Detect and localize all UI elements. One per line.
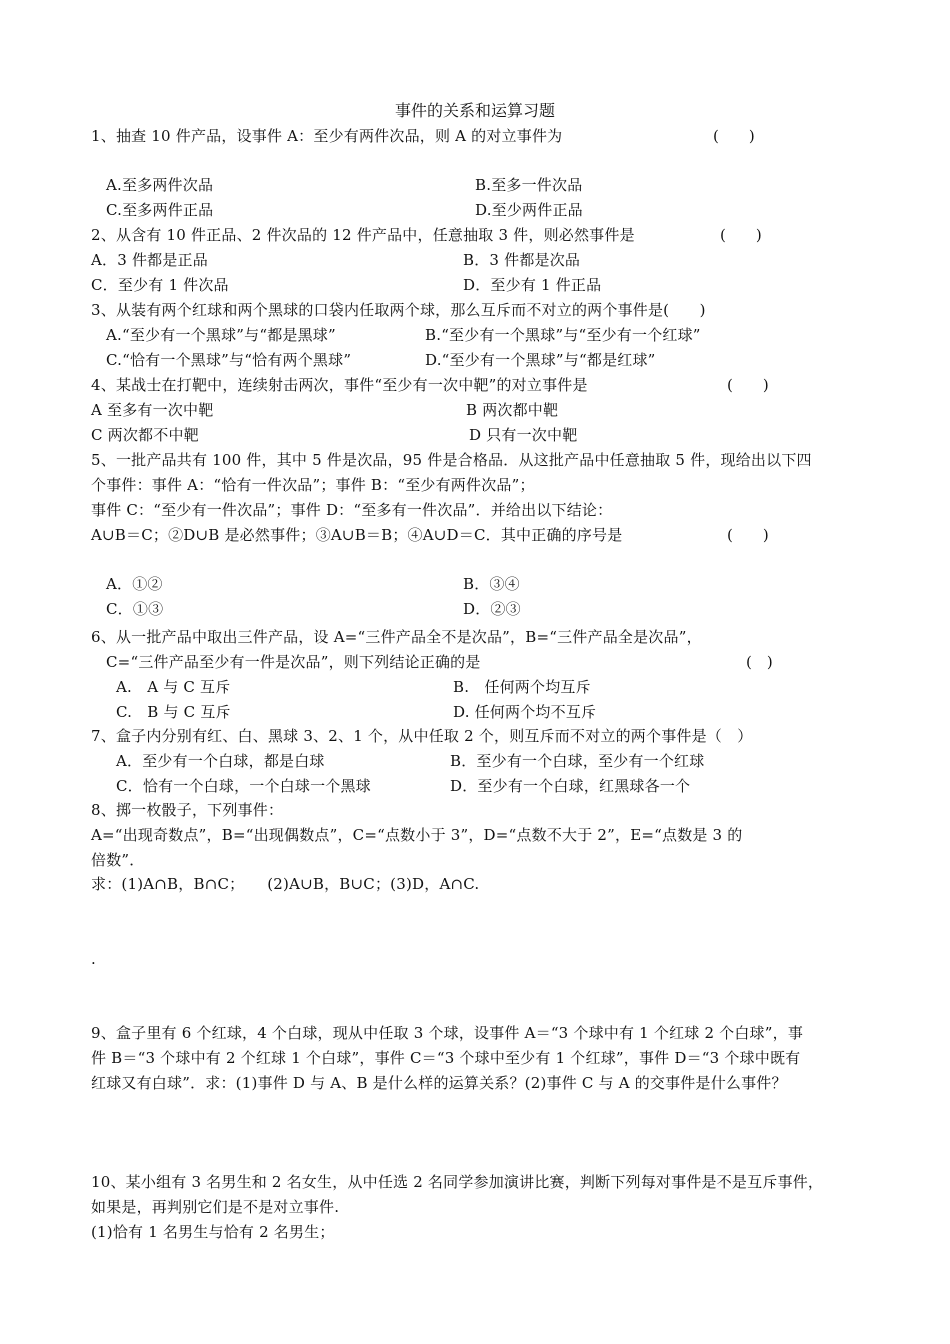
q10-line-1: 10、某小组有 3 名男生和 2 名女生，从中任选 2 名同学参加演讲比赛，判断下列每对事件是不是互斥事件， xyxy=(91,1173,824,1191)
q3-option-d: D.“至少有一个黑球”与“都是红球” xyxy=(425,351,656,369)
q1-option-a: A.至多两件次品 xyxy=(106,176,214,194)
q2-stem: 2、从含有 10 件正品、2 件次品的 12 件产品中，任意抽取 3 件，则必然事件是 xyxy=(91,226,635,244)
q5-line-1: 5、一批产品共有 100 件，其中 5 件是次品，95 件是合格品．从这批产品中任意抽取 5 件，现给出以下四 xyxy=(91,451,812,469)
q9-line-1: 9、盒子里有 6 个红球，4 个白球，现从中任取 3 个球，设事件 A＝“3 个球中有 1 个红球 2 个白球”，事 xyxy=(91,1024,804,1042)
q7-option-d: D．至少有一个白球，红黑球各一个 xyxy=(450,777,691,795)
q2-answer-paren: ( ) xyxy=(720,226,762,244)
q6-line-1: 6、从一批产品中取出三件产品，设 A=“三件产品全不是次品”，B=“三件产品全是次品”， xyxy=(91,628,702,646)
q5-option-c: C．①③ xyxy=(106,600,164,618)
q3-stem: 3、从装有两个红球和两个黑球的口袋内任取两个球，那么互斥而不对立的两个事件是( ) xyxy=(91,301,706,319)
q5-line-3: 事件 C：“至少有一件次品”；事件 D：“至多有一件次品”．并给出以下结论： xyxy=(91,501,613,519)
q9-line-2: 件 B＝“3 个球中有 2 个红球 1 个白球”，事件 C＝“3 个球中至少有 1 个红球”，事件 D＝“3 个球中既有 xyxy=(91,1049,801,1067)
q5-answer-paren: ( ) xyxy=(727,526,769,544)
q8-line-2: A=“出现奇数点”，B=“出现偶数点”，C=“点数小于 3”，D=“点数不大于 2”，E=“点数是 3 的 xyxy=(91,826,743,844)
q2-option-c: C．至少有 1 件次品 xyxy=(91,276,229,294)
q6-option-d: D. 任何两个均不互斥 xyxy=(453,703,597,721)
page-title: 事件的关系和运算习题 xyxy=(394,101,555,120)
q10-line-2: 如果是，再判别它们是不是对立事件. xyxy=(91,1198,340,1216)
q2-option-b: B．3 件都是次品 xyxy=(463,251,581,269)
q1-option-c: C.至多两件正品 xyxy=(106,201,214,219)
q5-line-4: A∪B＝C；②D∪B 是必然事件；③A∪B＝B；④A∪D＝C．其中正确的序号是 xyxy=(91,526,623,544)
q10-line-3: (1)恰有 1 名男生与恰有 2 名男生； xyxy=(91,1223,335,1241)
q4-option-b: B 两次都中靶 xyxy=(466,401,559,419)
q5-option-a: A．①② xyxy=(106,575,163,593)
q9-line-3: 红球又有白球”．求：(1)事件 D 与 A、B 是什么样的运算关系？(2)事件 C 与 A 的交事件是什么事件？ xyxy=(91,1074,787,1092)
q2-option-d: D．至少有 1 件正品 xyxy=(463,276,602,294)
q6-option-c: C. B 与 C 互斥 xyxy=(116,703,231,721)
q8-answer-dot: . xyxy=(91,950,96,968)
q1-option-b: B.至多一件次品 xyxy=(475,176,583,194)
q1-option-d: D.至少两件正品 xyxy=(475,201,583,219)
q5-line-2: 个事件：事件 A：“恰有一件次品”；事件 B：“至少有两件次品”； xyxy=(91,476,535,494)
q6-line-2: C=“三件产品至少有一件是次品”，则下列结论正确的是 xyxy=(106,653,481,671)
q4-stem: 4、某战士在打靶中，连续射击两次，事件“至少有一次中靶”的对立事件是 xyxy=(91,376,588,394)
q6-option-b: B. 任何两个均互斥 xyxy=(453,678,591,696)
q7-option-b: B．至少有一个白球，至少有一个红球 xyxy=(450,752,705,770)
q3-option-c: C.“恰有一个黑球”与“恰有两个黑球” xyxy=(106,351,352,369)
q7-option-a: A．至少有一个白球，都是白球 xyxy=(116,752,325,770)
q1-stem: 1、抽查 10 件产品，设事件 A：至少有两件次品，则 A 的对立事件为 xyxy=(91,127,563,145)
q4-answer-paren: ( ) xyxy=(727,376,769,394)
q5-option-d: D．②③ xyxy=(463,600,521,618)
q2-option-a: A．3 件都是正品 xyxy=(91,251,208,269)
q1-answer-paren: ( ) xyxy=(713,127,755,145)
q8-line-3: 倍数”． xyxy=(91,851,145,869)
q7-stem: 7、盒子内分别有红、白、黑球 3、2、1 个，从中任取 2 个，则互斥而不对立的两个事件是（ ） xyxy=(91,727,753,745)
q4-option-a: A 至多有一次中靶 xyxy=(91,401,214,419)
q7-option-c: C．恰有一个白球，一个白球一个黑球 xyxy=(116,777,371,795)
q3-option-b: B.“至少有一个黑球”与“至少有一个红球” xyxy=(425,326,701,344)
q6-answer-paren: ( ) xyxy=(746,653,773,671)
q3-option-a: A.“至少有一个黑球”与“都是黑球” xyxy=(106,326,336,344)
q5-option-b: B．③④ xyxy=(463,575,520,593)
q8-line-4: 求：(1)A∩B，B∩C； (2)A∪B，B∪C；(3)D，A∩C. xyxy=(91,875,480,893)
q4-option-d: D 只有一次中靶 xyxy=(469,426,578,444)
q6-option-a: A. A 与 C 互斥 xyxy=(116,678,231,696)
q4-option-c: C 两次都不中靶 xyxy=(91,426,199,444)
q8-line-1: 8、掷一枚骰子，下列事件： xyxy=(91,801,284,819)
